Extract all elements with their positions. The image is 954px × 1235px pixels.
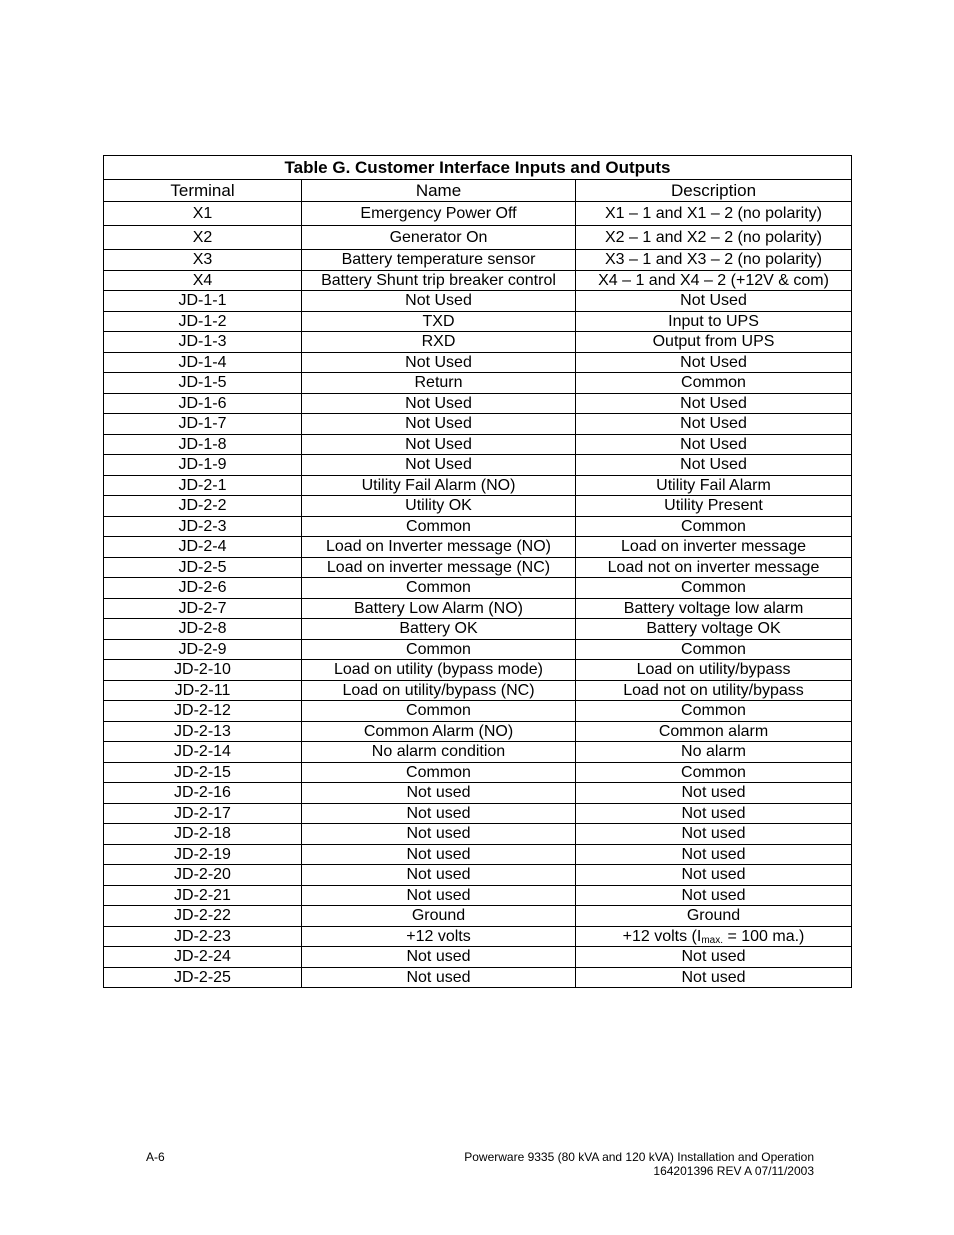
terminal-cell: JD-2-16 [104, 783, 302, 804]
name-cell: No alarm condition [302, 742, 576, 763]
description-cell: Not Used [576, 393, 852, 414]
table-row [104, 762, 852, 783]
name-cell: Not used [302, 844, 576, 865]
table-row [104, 352, 852, 373]
name-cell: Utility Fail Alarm (NO) [302, 475, 576, 496]
terminal-cell: JD-2-25 [104, 967, 302, 988]
description-cell: Not Used [576, 291, 852, 312]
terminal-cell: JD-2-9 [104, 639, 302, 660]
name-cell: Not Used [302, 455, 576, 476]
table-row [104, 434, 852, 455]
terminal-cell: X4 [104, 270, 302, 291]
name-cell: Utility OK [302, 496, 576, 517]
description-cell: Not used [576, 803, 852, 824]
terminal-cell: JD-2-22 [104, 906, 302, 927]
name-cell: Load on utility/bypass (NC) [302, 680, 576, 701]
table-row [104, 475, 852, 496]
column-header-description: Description [576, 180, 852, 202]
table-row [104, 947, 852, 968]
customer-interface-table [103, 155, 852, 988]
terminal-cell: X1 [104, 202, 302, 226]
name-cell: TXD [302, 311, 576, 332]
description-suffix: = 100 ma.) [723, 927, 805, 945]
terminal-cell: X2 [104, 226, 302, 250]
description-cell: Not used [576, 844, 852, 865]
terminal-cell: JD-2-23 [104, 926, 302, 947]
description-cell: Load on utility/bypass [576, 660, 852, 681]
terminal-cell: JD-2-5 [104, 557, 302, 578]
description-cell: Utility Present [576, 496, 852, 517]
table-row [104, 598, 852, 619]
table-row [104, 496, 852, 517]
name-cell: Load on utility (bypass mode) [302, 660, 576, 681]
description-cell: Common [576, 578, 852, 599]
description-text: +12 volts (I [622, 927, 702, 945]
name-cell: Load on inverter message (NC) [302, 557, 576, 578]
terminal-cell: JD-2-24 [104, 947, 302, 968]
description-cell: Common [576, 516, 852, 537]
terminal-cell: JD-2-7 [104, 598, 302, 619]
name-cell: Common [302, 762, 576, 783]
subscript-text: max. [701, 934, 723, 946]
description-cell: X3 – 1 and X3 – 2 (no polarity) [576, 250, 852, 271]
description-cell: Common [576, 701, 852, 722]
name-cell: Not used [302, 865, 576, 886]
table-row [104, 202, 852, 226]
terminal-cell: JD-2-17 [104, 803, 302, 824]
name-cell: Not Used [302, 352, 576, 373]
name-cell: Generator On [302, 226, 576, 250]
terminal-cell: JD-2-20 [104, 865, 302, 886]
terminal-cell: JD-1-2 [104, 311, 302, 332]
name-cell: RXD [302, 332, 576, 353]
page-number: A-6 [146, 1150, 165, 1164]
description-cell: Not Used [576, 414, 852, 435]
terminal-cell: JD-2-18 [104, 824, 302, 845]
table-row [104, 373, 852, 394]
description-cell: Common [576, 639, 852, 660]
description-cell: Not used [576, 865, 852, 886]
table-row [104, 926, 852, 947]
terminal-cell: JD-1-4 [104, 352, 302, 373]
table-row [104, 311, 852, 332]
name-cell: Ground [302, 906, 576, 927]
table-row [104, 291, 852, 312]
name-cell: Common [302, 701, 576, 722]
table-row [104, 639, 852, 660]
terminal-cell: JD-1-7 [104, 414, 302, 435]
description-cell: Utility Fail Alarm [576, 475, 852, 496]
description-cell: Load on inverter message [576, 537, 852, 558]
name-cell: Not Used [302, 291, 576, 312]
terminal-cell: JD-1-3 [104, 332, 302, 353]
terminal-cell: JD-2-10 [104, 660, 302, 681]
name-cell: Not Used [302, 414, 576, 435]
description-cell: X4 – 1 and X4 – 2 (+12V & com) [576, 270, 852, 291]
description-cell: Ground [576, 906, 852, 927]
name-cell: Battery Shunt trip breaker control [302, 270, 576, 291]
table-row [104, 824, 852, 845]
terminal-cell: JD-2-13 [104, 721, 302, 742]
terminal-cell: JD-2-4 [104, 537, 302, 558]
table-row [104, 906, 852, 927]
name-cell: Battery Low Alarm (NO) [302, 598, 576, 619]
terminal-cell: JD-2-6 [104, 578, 302, 599]
document-footer [447, 1150, 814, 1178]
table-row [104, 680, 852, 701]
description-cell: X2 – 1 and X2 – 2 (no polarity) [576, 226, 852, 250]
table-row [104, 226, 852, 250]
description-cell: Not used [576, 885, 852, 906]
description-cell: Not used [576, 967, 852, 988]
terminal-cell: JD-2-1 [104, 475, 302, 496]
name-cell: +12 volts [302, 926, 576, 947]
description-cell: Common alarm [576, 721, 852, 742]
description-cell: Load not on inverter message [576, 557, 852, 578]
description-cell [576, 926, 852, 947]
name-cell: Not used [302, 947, 576, 968]
name-cell: Not Used [302, 393, 576, 414]
description-cell: Not Used [576, 455, 852, 476]
terminal-cell: JD-1-6 [104, 393, 302, 414]
table-title: Table G. Customer Interface Inputs and Outputs [104, 156, 852, 180]
terminal-cell: JD-2-11 [104, 680, 302, 701]
table-row [104, 783, 852, 804]
table-row [104, 701, 852, 722]
name-cell: Common [302, 516, 576, 537]
column-header-name: Name [302, 180, 576, 202]
terminal-cell: JD-2-2 [104, 496, 302, 517]
terminal-cell: JD-2-21 [104, 885, 302, 906]
description-cell: Battery voltage OK [576, 619, 852, 640]
interface-table-container [103, 155, 851, 988]
name-cell: Not used [302, 783, 576, 804]
description-cell: No alarm [576, 742, 852, 763]
column-header-terminal: Terminal [104, 180, 302, 202]
table-row [104, 967, 852, 988]
description-cell: Battery voltage low alarm [576, 598, 852, 619]
table-row [104, 455, 852, 476]
terminal-cell: X3 [104, 250, 302, 271]
description-cell: Not Used [576, 434, 852, 455]
table-row [104, 803, 852, 824]
description-cell: Not used [576, 824, 852, 845]
name-cell: Not used [302, 803, 576, 824]
table-row [104, 865, 852, 886]
name-cell: Load on Inverter message (NO) [302, 537, 576, 558]
name-cell: Not used [302, 885, 576, 906]
table-row [104, 250, 852, 271]
table-row [104, 660, 852, 681]
terminal-cell: JD-1-9 [104, 455, 302, 476]
terminal-cell: JD-1-5 [104, 373, 302, 394]
description-cell: Output from UPS [576, 332, 852, 353]
terminal-cell: JD-1-1 [104, 291, 302, 312]
name-cell: Not used [302, 967, 576, 988]
table-row [104, 557, 852, 578]
description-cell: Not Used [576, 352, 852, 373]
table-row [104, 393, 852, 414]
description-cell: X1 – 1 and X1 – 2 (no polarity) [576, 202, 852, 226]
terminal-cell: JD-2-14 [104, 742, 302, 763]
table-row [104, 721, 852, 742]
name-cell: Common [302, 639, 576, 660]
description-cell: Input to UPS [576, 311, 852, 332]
name-cell: Emergency Power Off [302, 202, 576, 226]
name-cell: Return [302, 373, 576, 394]
table-row [104, 414, 852, 435]
terminal-cell: JD-2-15 [104, 762, 302, 783]
table-row [104, 844, 852, 865]
name-cell: Not Used [302, 434, 576, 455]
table-body [104, 202, 852, 988]
name-cell: Common Alarm (NO) [302, 721, 576, 742]
table-row [104, 332, 852, 353]
table-row [104, 885, 852, 906]
table-row [104, 619, 852, 640]
description-cell: Common [576, 762, 852, 783]
name-cell: Common [302, 578, 576, 599]
name-cell: Not used [302, 824, 576, 845]
document-revision: 164201396 REV A 07/11/2003 [653, 1164, 814, 1178]
description-cell: Not used [576, 783, 852, 804]
description-cell: Not used [576, 947, 852, 968]
document-title: Powerware 9335 (80 kVA and 120 kVA) Installation and Operation [464, 1150, 814, 1164]
table-row [104, 516, 852, 537]
terminal-cell: JD-2-3 [104, 516, 302, 537]
terminal-cell: JD-2-19 [104, 844, 302, 865]
terminal-cell: JD-2-12 [104, 701, 302, 722]
name-cell: Battery OK [302, 619, 576, 640]
terminal-cell: JD-2-8 [104, 619, 302, 640]
table-row [104, 742, 852, 763]
table-row [104, 270, 852, 291]
table-row [104, 537, 852, 558]
description-cell: Common [576, 373, 852, 394]
table-row [104, 578, 852, 599]
terminal-cell: JD-1-8 [104, 434, 302, 455]
name-cell: Battery temperature sensor [302, 250, 576, 271]
description-cell: Load not on utility/bypass [576, 680, 852, 701]
